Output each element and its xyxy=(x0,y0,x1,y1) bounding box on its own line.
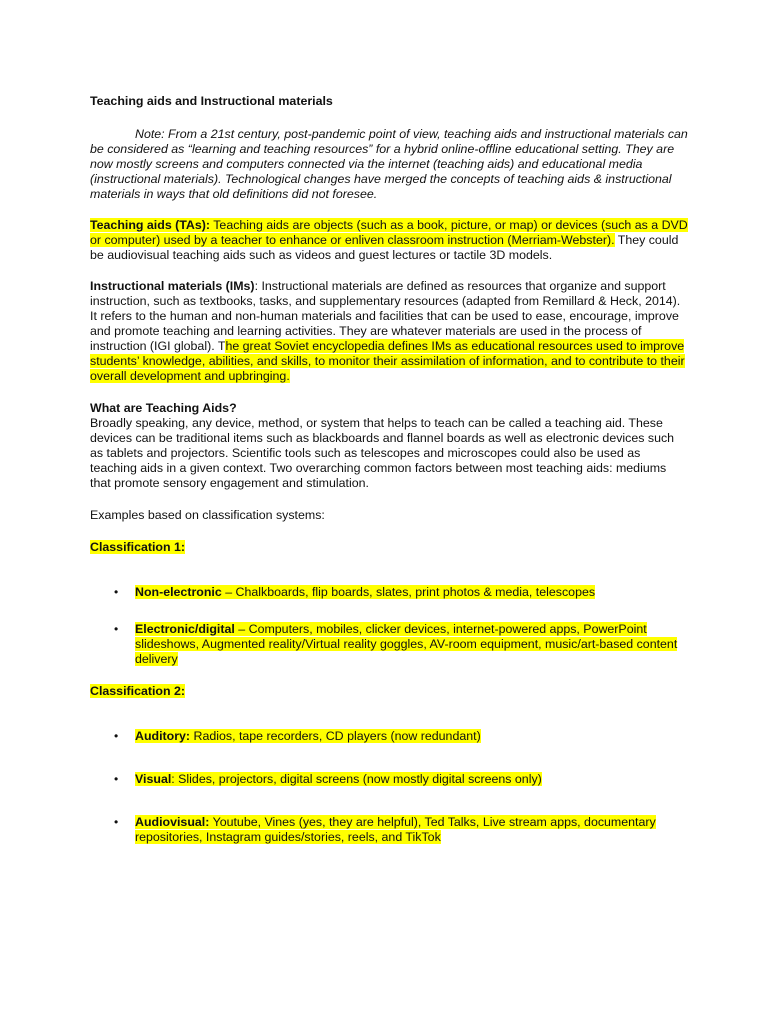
classification-1-heading: Classification 1: xyxy=(90,540,186,554)
classification-1-heading-wrap xyxy=(90,540,690,555)
list-item-text: : Slides, projectors, digital screens (now mostly digital screens only) xyxy=(171,772,542,786)
document-title: Teaching aids and Instructional materials xyxy=(90,94,333,108)
what-are-teaching-aids-heading xyxy=(90,401,690,416)
instructional-materials-def-plain: : Instructional materials are defined as resources that organize and support instruction, such as textbooks, tasks, and supplementary resources (adapted from Remillard & Heck, 2014). It refers to the human and non-human materials and facilities that can be used to ease, encourage, improve and promote teaching and learning activities. They are whatever materials are used in the process of instruction (IGI global). T xyxy=(90,279,681,353)
teaching-aids-highlight xyxy=(90,218,688,247)
list-item-highlight xyxy=(135,585,595,599)
bullet-icon: • xyxy=(114,585,119,599)
instructional-materials-definition xyxy=(90,279,690,384)
examples-intro: Examples based on classification systems: xyxy=(90,508,325,522)
list-item-text: Youtube, Vines (yes, they are helpful), Ted Talks, Live stream apps, documentary repositories, Instagram guides/stories, reels, and TikTok xyxy=(135,815,656,844)
list-item xyxy=(90,815,690,845)
instructional-materials-def-highlight: he great Soviet encyclopedia defines IMs as educational resources used to improve students’ knowledge, abilities, and skills, to monitor their assimilation of information, and to contribute to their overall development and upbringing. xyxy=(90,339,685,383)
note-paragraph: Note: From a 21st century, post-pandemic point of view, teaching aids and instructional materials can be considered as “learning and teaching resources” for a hybrid online-offline educational setting. They are now mostly screens and computers connected via the internet (teaching aids) and educational media (instructional materials). Technological changes have merged the concepts of teaching aids & instructional materials in ways that old definitions did not foresee. xyxy=(90,127,688,201)
list-item-highlight xyxy=(135,815,656,844)
list-item-text: – Computers, mobiles, clicker devices, internet-powered apps, PowerPoint slideshows, Augmented reality/Virtual reality goggles, AV-room equipment, music/art-based content delivery xyxy=(135,622,678,666)
bullet-icon: • xyxy=(114,622,119,636)
bullet-icon: • xyxy=(114,729,119,743)
document-page xyxy=(90,94,690,873)
classification-1-list xyxy=(90,585,690,667)
list-item xyxy=(90,772,690,787)
list-item-term: Electronic/digital xyxy=(135,622,235,636)
bullet-icon: • xyxy=(114,815,119,829)
list-item-text: – Chalkboards, flip boards, slates, print photos & media, telescopes xyxy=(221,585,596,599)
list-item-term: Auditory: xyxy=(135,729,191,743)
teaching-aids-def-rest: They could be audiovisual teaching aids such as videos and guest lectures or tactile 3D models. xyxy=(90,233,679,262)
list-item xyxy=(90,729,690,744)
classification-2-heading-wrap xyxy=(90,684,690,699)
classification-2-heading: Classification 2: xyxy=(90,684,186,698)
list-item-term: Audiovisual: xyxy=(135,815,210,829)
bullet-icon: • xyxy=(114,772,119,786)
list-item-highlight xyxy=(135,729,481,743)
list-item-text: Radios, tape recorders, CD players (now redundant) xyxy=(190,729,481,743)
list-item xyxy=(90,622,690,667)
list-item-highlight xyxy=(135,622,677,666)
classification-2-list xyxy=(90,729,690,845)
teaching-aids-def-highlight: Teaching aids are objects (such as a book, picture, or map) or devices (such as a DVD or computer) used by a teacher to enhance or enliven classroom instruction (Merriam-Webster). xyxy=(90,218,688,247)
list-item-term: Visual xyxy=(135,772,172,786)
what-are-teaching-aids-body: Broadly speaking, any device, method, or system that helps to teach can be called a teaching aid. These devices can be traditional items such as blackboards and flannel boards as well as electronic devices such as tablets and projectors. Scientific tools such as telescopes and microscopes could also be used as teaching aids in a given context. Two overarching common factors between most teaching aids: mediums that promote sensory engagement and stimulation. xyxy=(90,416,675,490)
what-heading-text: What are Teaching Aids? xyxy=(90,401,237,415)
instructional-materials-term: Instructional materials (IMs) xyxy=(90,279,255,293)
list-item-term: Non-electronic xyxy=(135,585,222,599)
teaching-aids-term: Teaching aids (TAs): xyxy=(90,218,211,232)
teaching-aids-definition xyxy=(90,218,690,263)
list-item-highlight xyxy=(135,772,542,786)
list-item xyxy=(90,585,690,600)
